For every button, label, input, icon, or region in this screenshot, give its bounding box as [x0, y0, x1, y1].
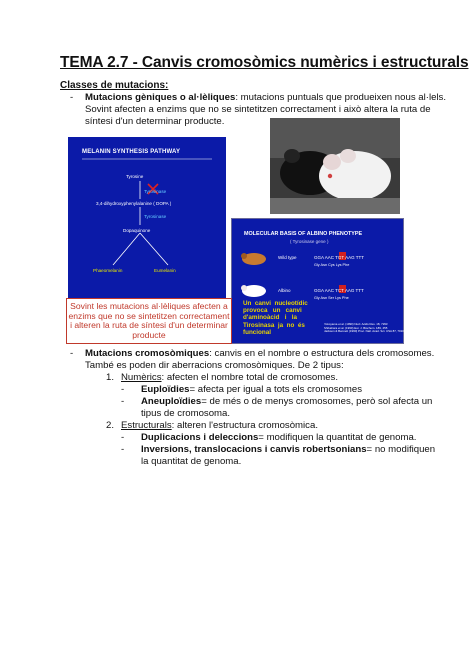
figure2-subtitle: ( Tyrosinase gene ) [290, 239, 329, 244]
euploidies-rest: = afecta per igual a tots els cromosomes [189, 384, 363, 395]
list-dash-2: - [70, 348, 74, 359]
aneuploidies-line2: tipus de cromosoma. [141, 408, 231, 419]
duplications-rest: = modifiquen la quantitat de genoma. [258, 432, 417, 443]
section1-line3: síntesi d'un determinar producte. [85, 116, 225, 127]
note-box-text: Sovint les mutacions al·lèliques afecten a enzims que no se sintetitzen correctament i alteren la ruta de síntesi d'un determinar producte [68, 301, 230, 340]
list-dash-3: - [121, 384, 125, 395]
section1-line1 [85, 92, 446, 104]
section2-line2: També es poden dir aberracions cromosòmiques. De 2 tipus: [85, 360, 344, 371]
list-dash-6: - [121, 444, 125, 455]
label-tyrosinase-2: Tyrosinase [144, 214, 167, 219]
list-dash-4: - [121, 396, 125, 407]
section2-term: Mutacions cromosòmiques [85, 348, 210, 359]
numbered-2: 2. [106, 420, 115, 431]
euploidies-line [141, 384, 362, 396]
label-dopa: 3,4-dihydroxyphenylalanine ( DOPA ) [96, 201, 172, 206]
aneuploidies-rest: = de més o de menys cromosomes, però sol afecta un [201, 396, 433, 407]
page-title: TEMA 2.7 - Canvis cromosòmics numèrics i estructurals [60, 54, 469, 71]
label-eumelanin: Eumelanin [154, 268, 176, 273]
label-phaeomelanin: Phaeomelanin [93, 268, 123, 273]
inversions-line [141, 444, 435, 456]
inversions-line2: la quantitat de genoma. [141, 456, 242, 467]
mice-photo [270, 118, 400, 214]
albino-sequence: GGA AAC TCT AAG TTT [314, 288, 364, 293]
inversions-rest: = no modifiquen [366, 444, 436, 455]
section1-line2: Sovint afecten a enzims que no se sintetitzen correctament i això altera la ruta de [85, 104, 431, 115]
list-dash: - [70, 92, 74, 103]
note-box [66, 298, 232, 344]
aneuploidies-line [141, 396, 432, 408]
numerics-term: Numèrics [121, 372, 162, 383]
label-tyrosinase: Tyrosinase [144, 189, 167, 194]
figure2-references: Yokoyama et al. (1990) Nucl. Acids Res. 18, 7293 Shibahara et al. (1990) Eur. J. Biochem. 189, 455 Jackson & Bennett (1990) Proc. Natl. Acad. Sci. USA 87, 7010 [324, 322, 404, 334]
euploidies-term: Euploïdies [141, 384, 190, 395]
wild-type-aminoacids: Gly Asn Cys Lys Phe [314, 263, 350, 267]
section-heading: Classes de mutacions: [60, 80, 169, 91]
wild-type-sequence: GGA AAC TGT AAG TTT [314, 255, 365, 260]
mice-illustration [270, 118, 400, 214]
section1-term: Mutacions gèniques o al·lèliques [85, 92, 236, 103]
albino-aminoacids: Gly Asn Ser Lys Phe [314, 296, 349, 300]
list-dash-5: - [121, 432, 125, 443]
structural-line [121, 420, 318, 432]
numerics-rest: : afecten el nombre total de cromosomes. [161, 372, 339, 383]
figure2-annotation: Un canvi nucleotídic provoca un canvi d'aminoàcid i la Tirosinasa ja no és funcional [243, 300, 308, 336]
structural-rest: : alteren l'estructura cromosòmica. [171, 420, 318, 431]
duplications-term: Duplicacions i deleccions [141, 432, 259, 443]
label-wild-type: Wild type [278, 255, 297, 260]
figure1-title: MELANIN SYNTHESIS PATHWAY [82, 149, 181, 155]
figure2-title: MOLECULAR BASIS OF ALBINO PHENOTYPE [244, 231, 363, 237]
melanin-pathway-figure [68, 137, 226, 300]
duplications-line [141, 432, 416, 444]
aneuploidies-term: Aneuploïdies [141, 396, 202, 407]
inversions-term: Inversions, translocacions i canvis robertsonians [141, 444, 367, 455]
label-tyrosine: Tyrosine [126, 174, 144, 179]
label-dopaquinone: Dopaquinone [123, 228, 151, 233]
label-albino: Albino [278, 288, 291, 293]
structural-term: Estructurals [121, 420, 172, 431]
numbered-1: 1. [106, 372, 115, 383]
section1-line1-rest: : mutacions puntuals que produeixen nous al·lels. [235, 92, 447, 103]
section2-line1-rest: : canvis en el nombre o estructura dels cromosomes. [209, 348, 435, 359]
section2-line1 [85, 348, 434, 360]
numerics-line [121, 372, 338, 384]
